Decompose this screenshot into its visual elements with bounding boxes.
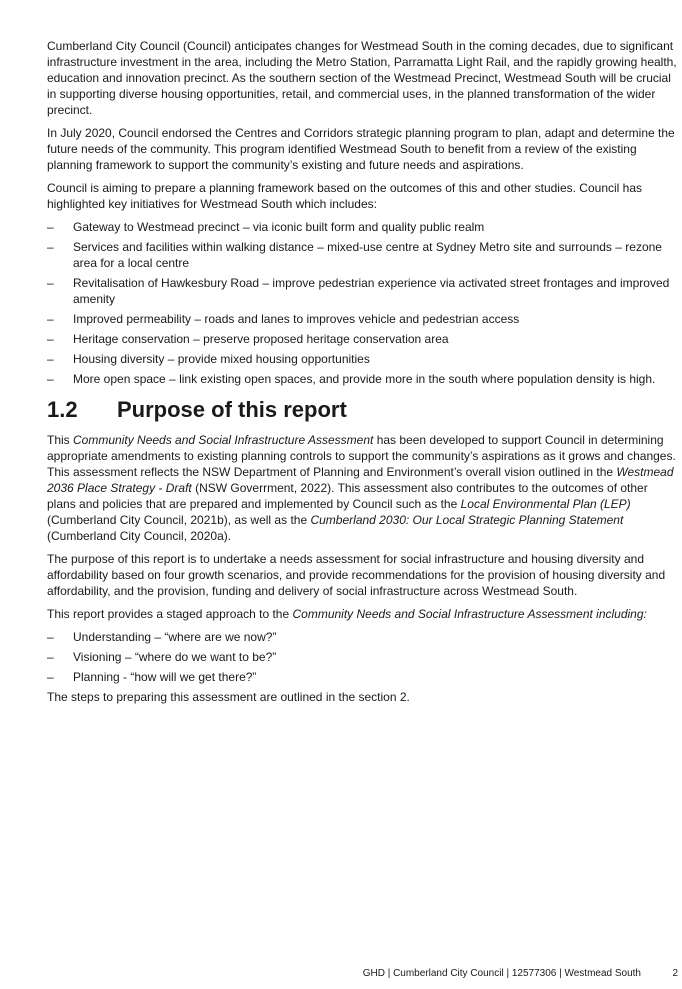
- purpose-paragraph-1: [47, 432, 679, 544]
- text-run: (Cumberland City Council, 2020a).: [47, 529, 232, 543]
- section-heading: [47, 396, 679, 424]
- italic-title: Cumberland 2030: Our Local Strategic Planning Statement: [310, 513, 624, 527]
- document-body: [47, 38, 679, 712]
- list-item: – Planning - “how will we get there?”: [47, 669, 679, 685]
- italic-title: Local Environmental Plan (LEP): [460, 497, 631, 511]
- stages-list: [47, 629, 679, 685]
- text-run: (Cumberland City Council, 2021b), as well as the: [47, 513, 311, 527]
- section-number: 1.2: [47, 397, 78, 422]
- footer-text: GHD | Cumberland City Council | 12577306 | Westmead South: [362, 968, 641, 979]
- page-number: 2: [672, 968, 678, 979]
- section-title: Purpose of this report: [117, 397, 347, 422]
- purpose-paragraph-2: The purpose of this report is to undertake a needs assessment for social infrastructure and housing diversity and affordability based on four growth scenarios, and provide recommendations for the provision of housing diversity and affordability, and the provision, funding and delivery of social infrastructure across Westmead South.: [47, 552, 666, 598]
- italic-title: Community Needs and Social Infrastructure Assessment: [73, 433, 374, 447]
- list-item: – Heritage conservation – preserve proposed heritage conservation area: [47, 331, 679, 347]
- list-item: – Revitalisation of Hawkesbury Road – improve pedestrian experience via activated street frontages and improved amenity: [47, 275, 679, 307]
- intro-paragraph-2: In July 2020, Council endorsed the Centres and Corridors strategic planning program to plan, adapt and determine the future needs of the community. This program identified Westmead South to benefit from a review of the existing planning framework to support the community’s existing and future needs and aspirations.: [47, 126, 675, 172]
- initiatives-list: [47, 219, 679, 387]
- text-run: This report provides a staged approach to the: [47, 607, 293, 621]
- list-item: – More open space – link existing open spaces, and provide more in the south where population density is high.: [47, 371, 679, 387]
- intro-paragraph-3: Council is aiming to prepare a planning framework based on the outcomes of this and other studies. Council has highlighted key initiatives for Westmead South which includes:: [47, 181, 643, 211]
- italic-title: Community Needs and Social Infrastructure Assessment including:: [292, 607, 647, 621]
- text-run: has been developed to support Council in determining appropriate amendments to existing planning controls to support the community’s aspirations as it grows and changes. This assessment reflects the NSW Department of Planning and Environment’s overall vision outlined in the: [47, 433, 676, 479]
- list-item: – Visioning – “where do we want to be?”: [47, 649, 679, 665]
- purpose-paragraph-3: [47, 606, 679, 622]
- list-item: – Housing diversity – provide mixed housing opportunities: [47, 351, 679, 367]
- purpose-paragraph-4: The steps to preparing this assessment are outlined in the section 2.: [47, 690, 410, 704]
- list-item: – Understanding – “where are we now?”: [47, 629, 679, 645]
- italic-title: Westmead 2036 Place Strategy - Draft: [47, 465, 674, 495]
- text-run: This: [47, 433, 74, 447]
- list-item: – Improved permeability – roads and lanes to improves vehicle and pedestrian access: [47, 311, 679, 327]
- list-item: – Gateway to Westmead precinct – via iconic built form and quality public realm: [47, 219, 679, 235]
- text-run: (NSW Goverrment, 2022). This assessment also contributes to the outcomes of other plans and policies that are prepared and implemented by Council such as the: [47, 481, 648, 511]
- intro-paragraph-1: Cumberland City Council (Council) anticipates changes for Westmead South in the coming decades, due to significant infrastructure investment in the area, including the Metro Station, Parramatta Light Rail, and the rapidly growing health, education and innovation precinct. As the southern section of the Westmead Precinct, Westmead South will be crucial in supporting diverse housing opportunities, retail, and commercial uses, in the planned transformation of the wider precinct.: [47, 39, 677, 117]
- list-item: – Services and facilities within walking distance – mixed-use centre at Sydney Metro site and surrounds – rezone area for a local centre: [47, 239, 679, 271]
